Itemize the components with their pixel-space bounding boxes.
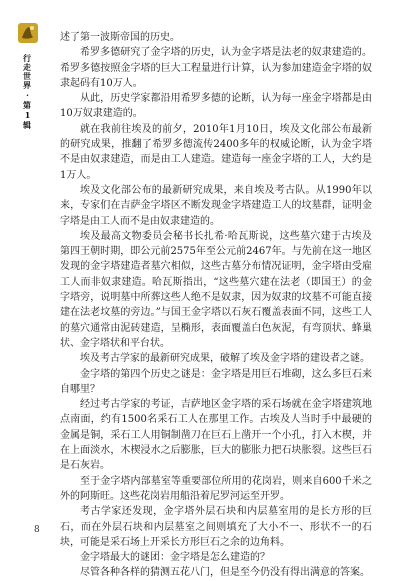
paragraph: 就在我前往埃及的前夕，2010年1月10日，埃及文化部公布最新的研究成果，推翻了希罗多德流传2400多年的权威论断，认为金字塔不是由奴隶建造，而是由工人建造。建造每一座金字塔的工人，大约是1万人。 [60,123,372,181]
running-title: 行走世界·第1辑 [22,54,33,130]
page-number: 8 [34,525,40,535]
logo-seal-icon [17,22,39,44]
paragraph: 述了第一波斯帝国的历史。 [60,32,180,43]
paragraph: 埃及考古学家的最新研究成果，破解了埃及金字塔的建设者之谜。 [80,353,370,365]
side-column [16,22,40,130]
paragraph: 金字塔最大的谜团：金字塔是怎么建造的？ [80,552,270,564]
body-text [60,30,372,581]
paragraph: 至于金字塔内部墓室等重要部位所用的花岗岩，则来自600千米之外的阿斯旺。这些花岗岩用船沿着尼罗河运至开罗。 [60,475,372,502]
paragraph: 经过考古学家的考证，吉萨地区金字塔的采石场就在金字塔建筑地点南面，约有1500名采石工人在那里工作。古埃及人当时手中最硬的金属是铜，采石工人用铜制凿刀在巨石上凿开一个小孔，打入木楔，并在上面淡水，木楔浸水之后膨胀，巨大的膨胀力把石块胀裂。这些巨石是石灰岩。 [60,399,372,472]
paragraph: 埃及文化部公布的最新研究成果，来自埃及考古队。从1990年以来，专家们在吉萨金字塔区不断发现金字塔建造工人的坟墓群，证明金字塔是由工人而不是由奴隶建造的。 [60,184,372,227]
paragraph: 埃及最高文物委员会秘书长扎希·哈瓦斯说，这些墓穴建于古埃及第四王朝时期，即公元前2575年至公元前2467年。与先前在这一地区发现的金字塔建造者墓穴相似，这些古墓分布情况证明，金字塔由受雇工人而非奴隶建造。哈瓦斯指出，“这些墓穴建在法老（即国王）的金字塔旁，说明墓中所葬这些人绝不是奴隶，因为奴隶的坟墓不可能直接建在法老坟墓的旁边。”与国王金字塔以石灰石覆盖表面不同，这些工人的墓穴通常由泥砖建造，呈椭形，表面覆盖白色灰泥，有弯顶状、蜂巢状、金字塔状和平台状。 [60,230,372,349]
paragraph: 考古学家还发现，金字塔外层石块和内层墓室用的是长方形的巨石，而在外层石块和内层墓室之间则填充了大小不一、形状不一的石块，可能是采石场上开采长方形巨石之余的边角料。 [60,506,372,548]
paragraph: 从此，历史学家都沿用希罗多德的论断，认为每一座金字塔都是由10万奴隶建造的。 [60,93,372,120]
paragraph: 尽管各种各样的猜测五花八门，但是至今仍没有得出满意的答案。 [80,567,370,579]
paragraph: 金字塔的第四个历史之谜是：金字塔是用巨石堆砌，这么多巨石来自哪里？ [60,368,372,395]
paragraph: 希罗多德研究了金字塔的历史，认为金字塔是法老的奴隶建造的。希罗多德按照金字塔的巨大工程量进行计算，认为参加建造金字塔的奴隶起码有10万人。 [60,47,372,89]
